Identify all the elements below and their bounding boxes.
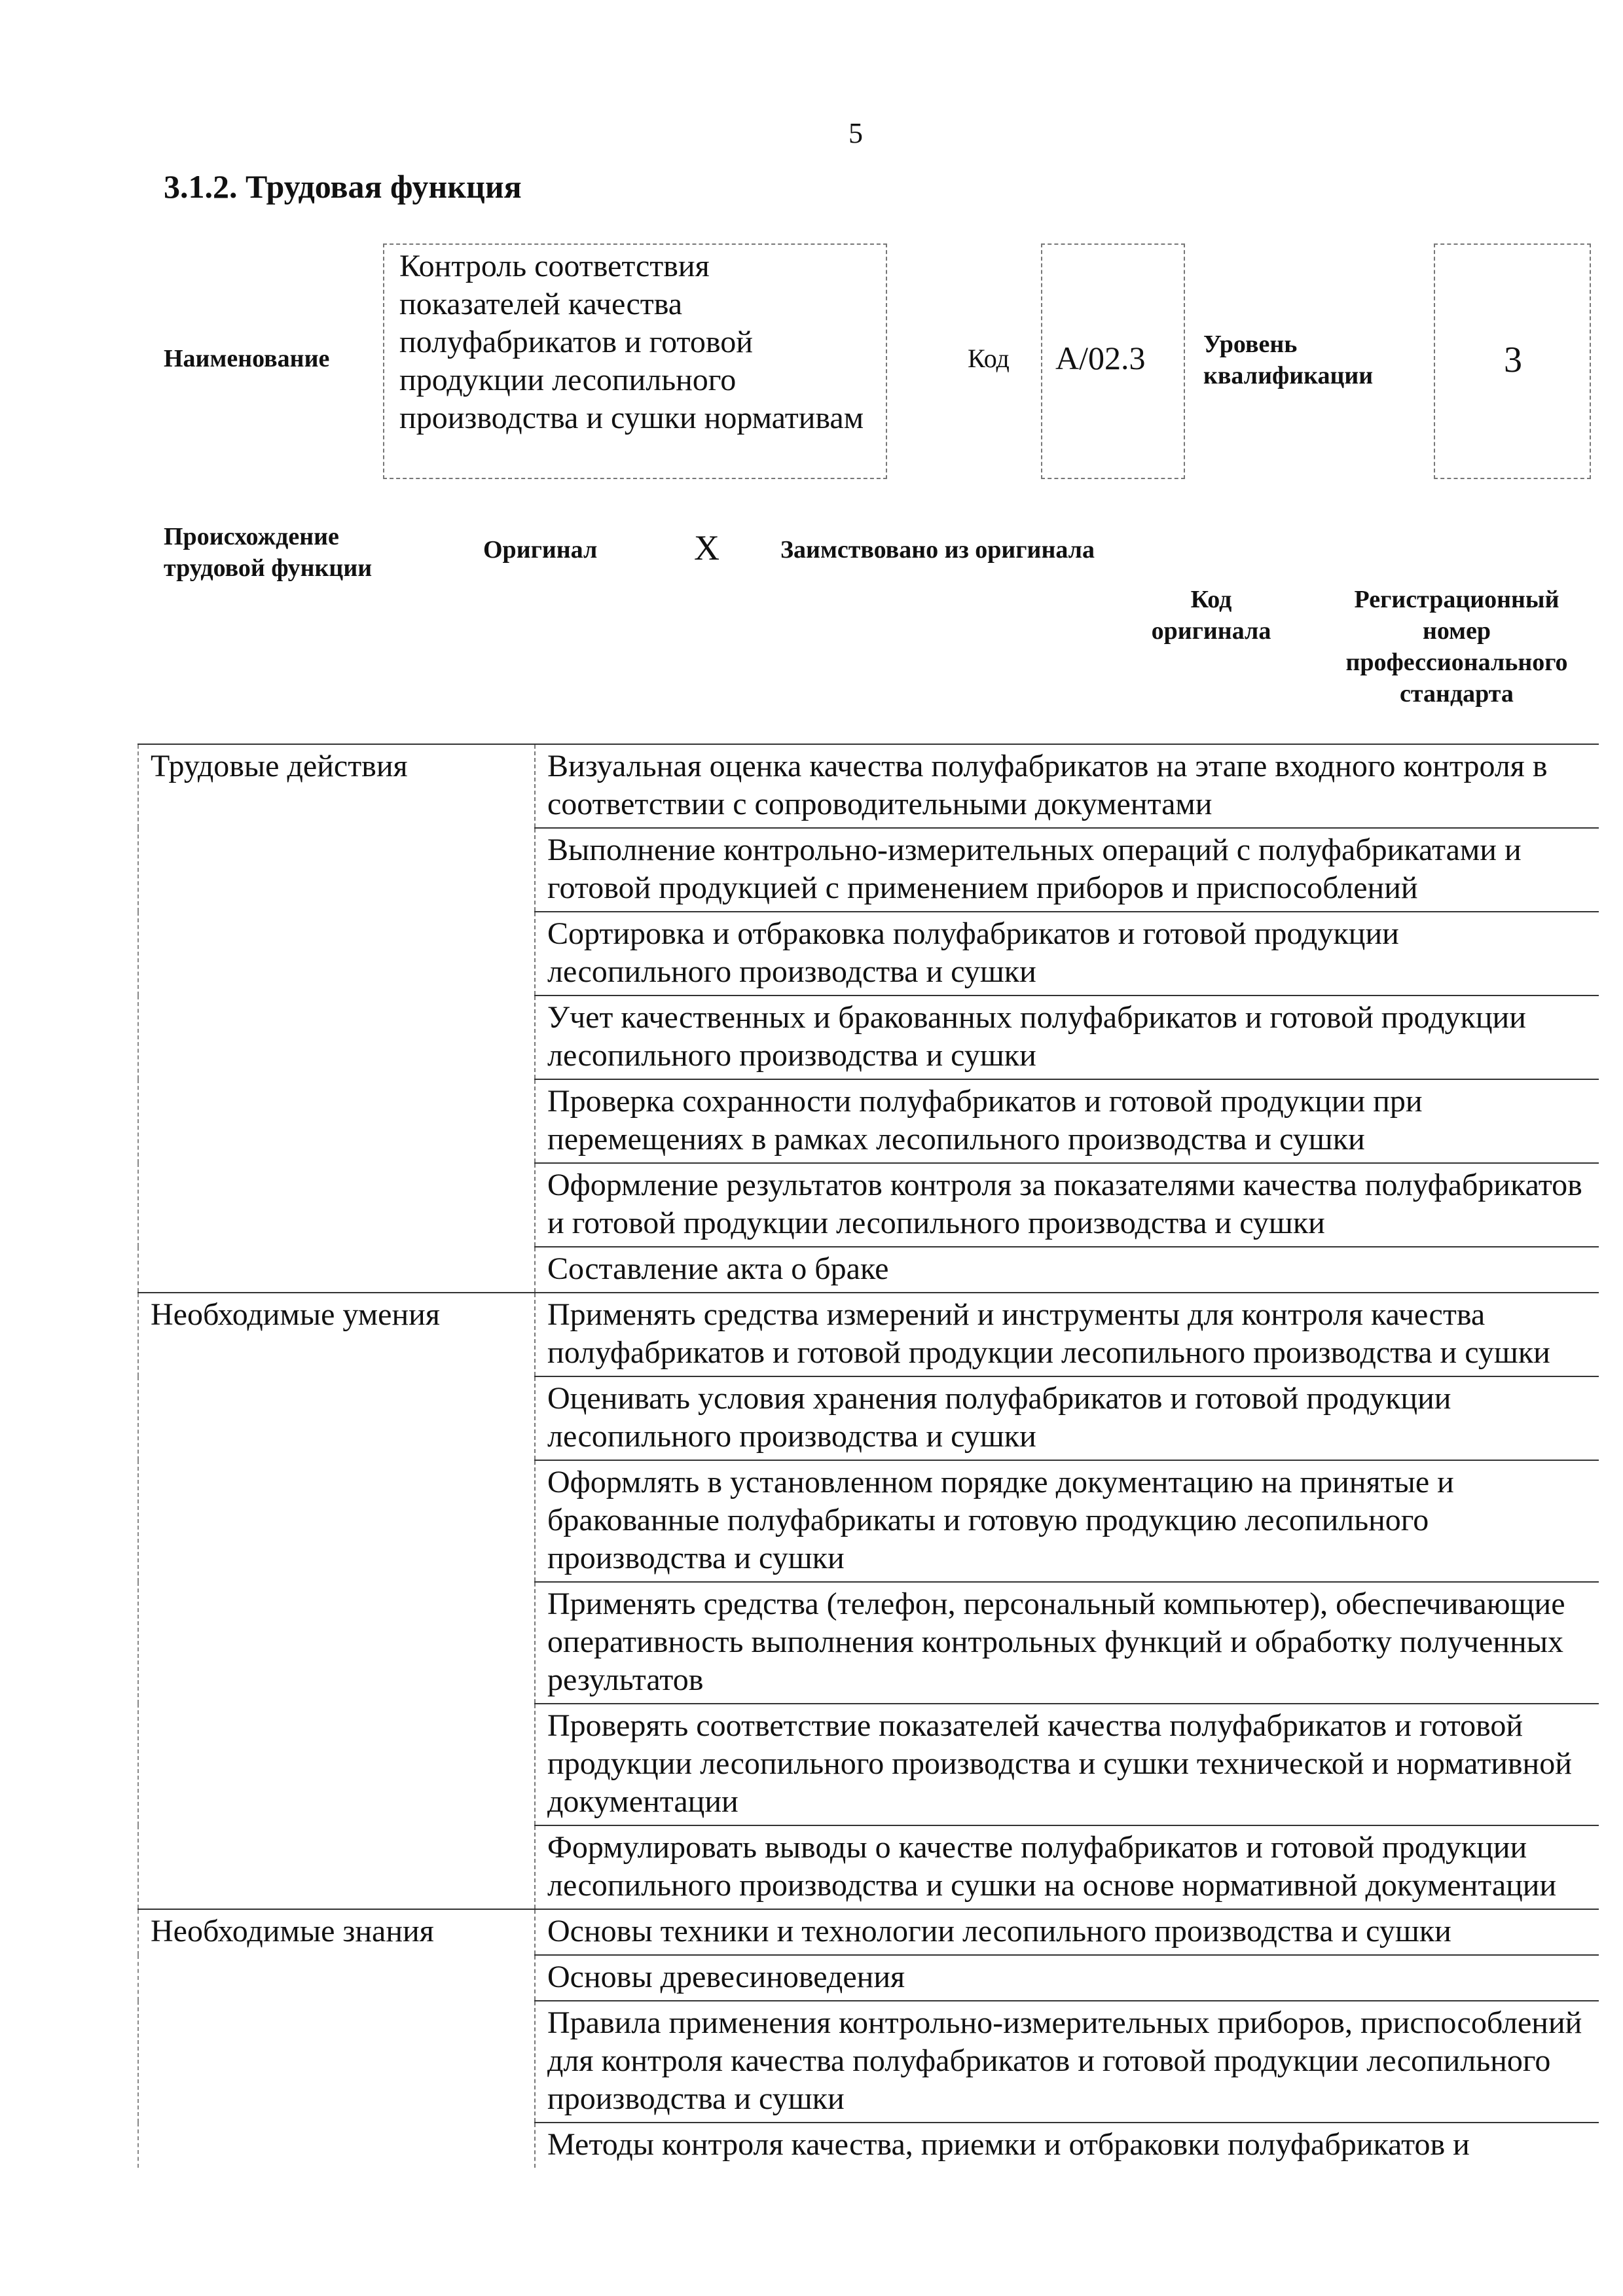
code-label: Код (968, 344, 1010, 373)
name-value: Контроль соответствия показателей качества полуфабрикатов и готовой продукции лесопильного производства и сушки нормативам (399, 249, 864, 435)
table-cell: Правила применения контрольно-измерительных приборов, приспособлений для контроля качества полуфабрикатов и готовой продукции лесопильного производства и сушки (535, 2001, 1599, 2123)
table-cell: Проверка сохранности полуфабрикатов и готовой продукции при перемещениях в рамках лесопильного производства и сушки (535, 1079, 1599, 1163)
table-cell: Применять средства (телефон, персональный компьютер), обеспечивающие оперативность выполнения контрольных функций и обработку полученных результатов (535, 1582, 1599, 1704)
table-row (138, 1909, 1599, 1955)
original-code-label: Код оригинала (1151, 586, 1271, 645)
origin-label: Происхождение трудовой функции (164, 523, 373, 582)
table-cell: Основы древесиноведения (535, 1955, 1599, 2001)
code-value: A/02.3 (1055, 340, 1146, 376)
table-cell: Визуальная оценка качества полуфабрикатов на этапе входного контроля в соответствии с сопроводительными документами (535, 744, 1599, 828)
table-cell: Оформлять в установленном порядке документацию на принятые и бракованные полуфабрикаты и готовую продукцию лесопильного производства и сушки (535, 1460, 1599, 1582)
section-title-required-knowledge: Необходимые знания (138, 1909, 535, 2168)
original-mark: X (694, 528, 720, 567)
page-number: 5 (848, 117, 863, 149)
qualification-level-value: 3 (1504, 340, 1522, 380)
section-title-labor-actions: Трудовые действия (138, 744, 535, 1293)
original-label: Оригинал (483, 536, 598, 564)
qualification-level-label: Уровень квалификации (1203, 331, 1374, 389)
labor-function-table (137, 744, 1599, 2168)
table-cell: Оформление результатов контроля за показателями качества полуфабрикатов и готовой продукции лесопильного производства и сушки (535, 1163, 1599, 1247)
table-cell: Оценивать условия хранения полуфабрикатов и готовой продукции лесопильного производства и сушки (535, 1376, 1599, 1460)
table-cell: Проверять соответствие показателей качества полуфабрикатов и готовой продукции лесопильного производства и сушки технической и нормативной документации (535, 1704, 1599, 1825)
table-cell: Методы контроля качества, приемки и отбраковки полуфабрикатов и (535, 2123, 1599, 2168)
table-row (138, 1293, 1599, 1376)
table-cell: Основы техники и технологии лесопильного производства и сушки (535, 1909, 1599, 1955)
table-cell: Сортировка и отбраковка полуфабрикатов и готовой продукции лесопильного производства и сушки (535, 912, 1599, 996)
table-cell: Выполнение контрольно-измерительных операций с полуфабрикатами и готовой продукцией с применением приборов и приспособлений (535, 828, 1599, 912)
section-title-required-skills: Необходимые умения (138, 1293, 535, 1909)
name-label: Наименование (164, 345, 330, 372)
table-cell: Применять средства измерений и инструменты для контроля качества полуфабрикатов и готовой продукции лесопильного производства и сушки (535, 1293, 1599, 1376)
registration-number-label: Регистрационный номер профессионального стандарта (1345, 586, 1568, 708)
table-cell: Учет качественных и бракованных полуфабрикатов и готовой продукции лесопильного производства и сушки (535, 996, 1599, 1079)
borrowed-label: Заимствовано из оригинала (780, 536, 1095, 564)
table-row (138, 744, 1599, 828)
table-cell: Составление акта о браке (535, 1247, 1599, 1293)
section-title: 3.1.2. Трудовая функция (164, 168, 522, 205)
table-cell: Формулировать выводы о качестве полуфабрикатов и готовой продукции лесопильного производства и сушки на основе нормативной документации (535, 1825, 1599, 1909)
